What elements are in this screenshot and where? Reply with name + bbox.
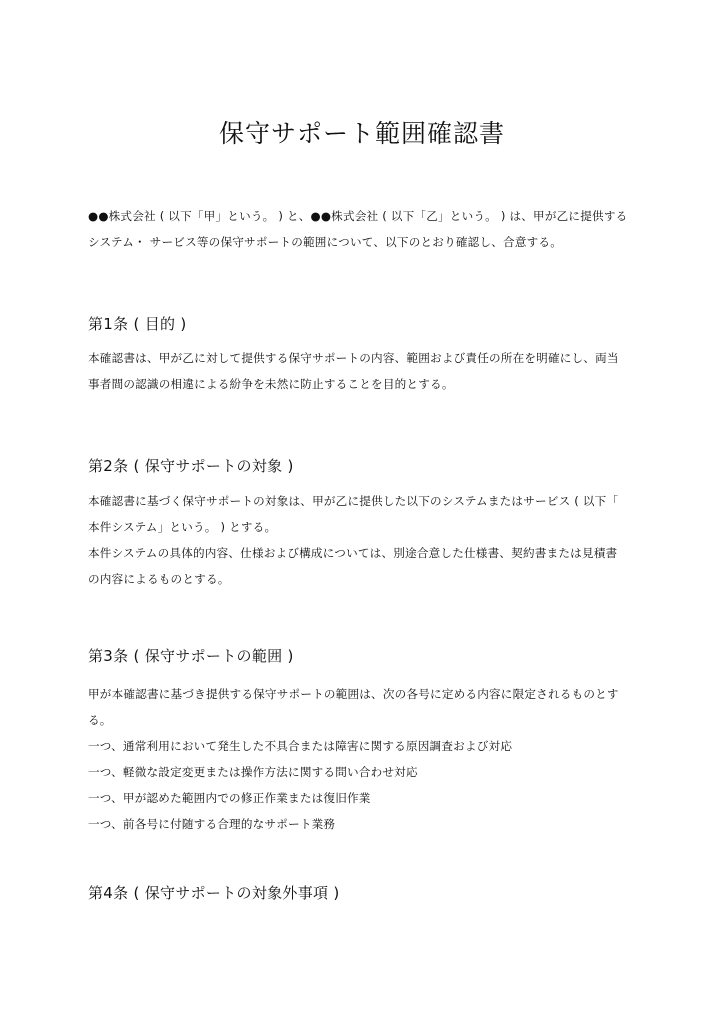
- article-2-line: 本件システムの具体的内容、仕様および構成については、別途合意した仕様書、契約書または見積書: [88, 546, 618, 560]
- article-1-line: 本確認書は、甲が乙に対して提供する保守サポートの内容、範囲および責任の所在を明確にし、両当: [88, 351, 619, 365]
- article-3-list-item: 一つ、軽微な設定変更または操作方法に関する問い合わせ対応: [88, 765, 418, 779]
- preamble-paragraph: [88, 203, 648, 255]
- article-3-list-item: 一つ、前各号に付随する合理的なサポート業務: [88, 817, 336, 831]
- preamble-line: システム・ サービス等の保守サポートの範囲について、以下のとおり確認し、合意する。: [88, 235, 563, 249]
- article-2-line: の内容によるものとする。: [88, 572, 230, 586]
- article-3-heading: 第3条 ( 保守サポートの範囲 ): [88, 647, 294, 665]
- article-2-heading: 第2条 ( 保守サポートの対象 ): [88, 457, 294, 475]
- article-3-list-item: 一つ、通常利用において発生した不具合または障害に関する原因調査および対応: [88, 739, 513, 753]
- article-1-line: 事者間の認識の相違による紛争を未然に防止することを目的とする。: [88, 377, 454, 391]
- preamble-line: ●●株式会社 ( 以下「甲」という。 ) と、●●株式会社 ( 以下「乙」という。 ) は、甲が乙に提供する: [88, 209, 628, 223]
- article-3-list-item: 一つ、甲が認めた範囲内での修正作業または復旧作業: [88, 791, 371, 805]
- article-1-body: [88, 345, 648, 397]
- article-3-line: る。: [88, 713, 112, 727]
- article-2-line: 本確認書に基づく保守サポートの対象は、甲が乙に提供した以下のシステムまたはサービス ( 以下「: [88, 494, 619, 508]
- article-2-body: [88, 488, 648, 592]
- article-2-line: 本件システム」という。 ) とする。: [88, 520, 277, 534]
- document-title: 保守サポート範囲確認書: [218, 119, 505, 148]
- article-3-body: [88, 681, 648, 837]
- article-3-line: 甲が本確認書に基づき提供する保守サポートの範囲は、次の各号に定める内容に限定されるものとす: [88, 687, 619, 701]
- article-4-heading: 第4条 ( 保守サポートの対象外事項 ): [88, 884, 340, 902]
- article-1-heading: 第1条 ( 目的 ): [88, 315, 187, 333]
